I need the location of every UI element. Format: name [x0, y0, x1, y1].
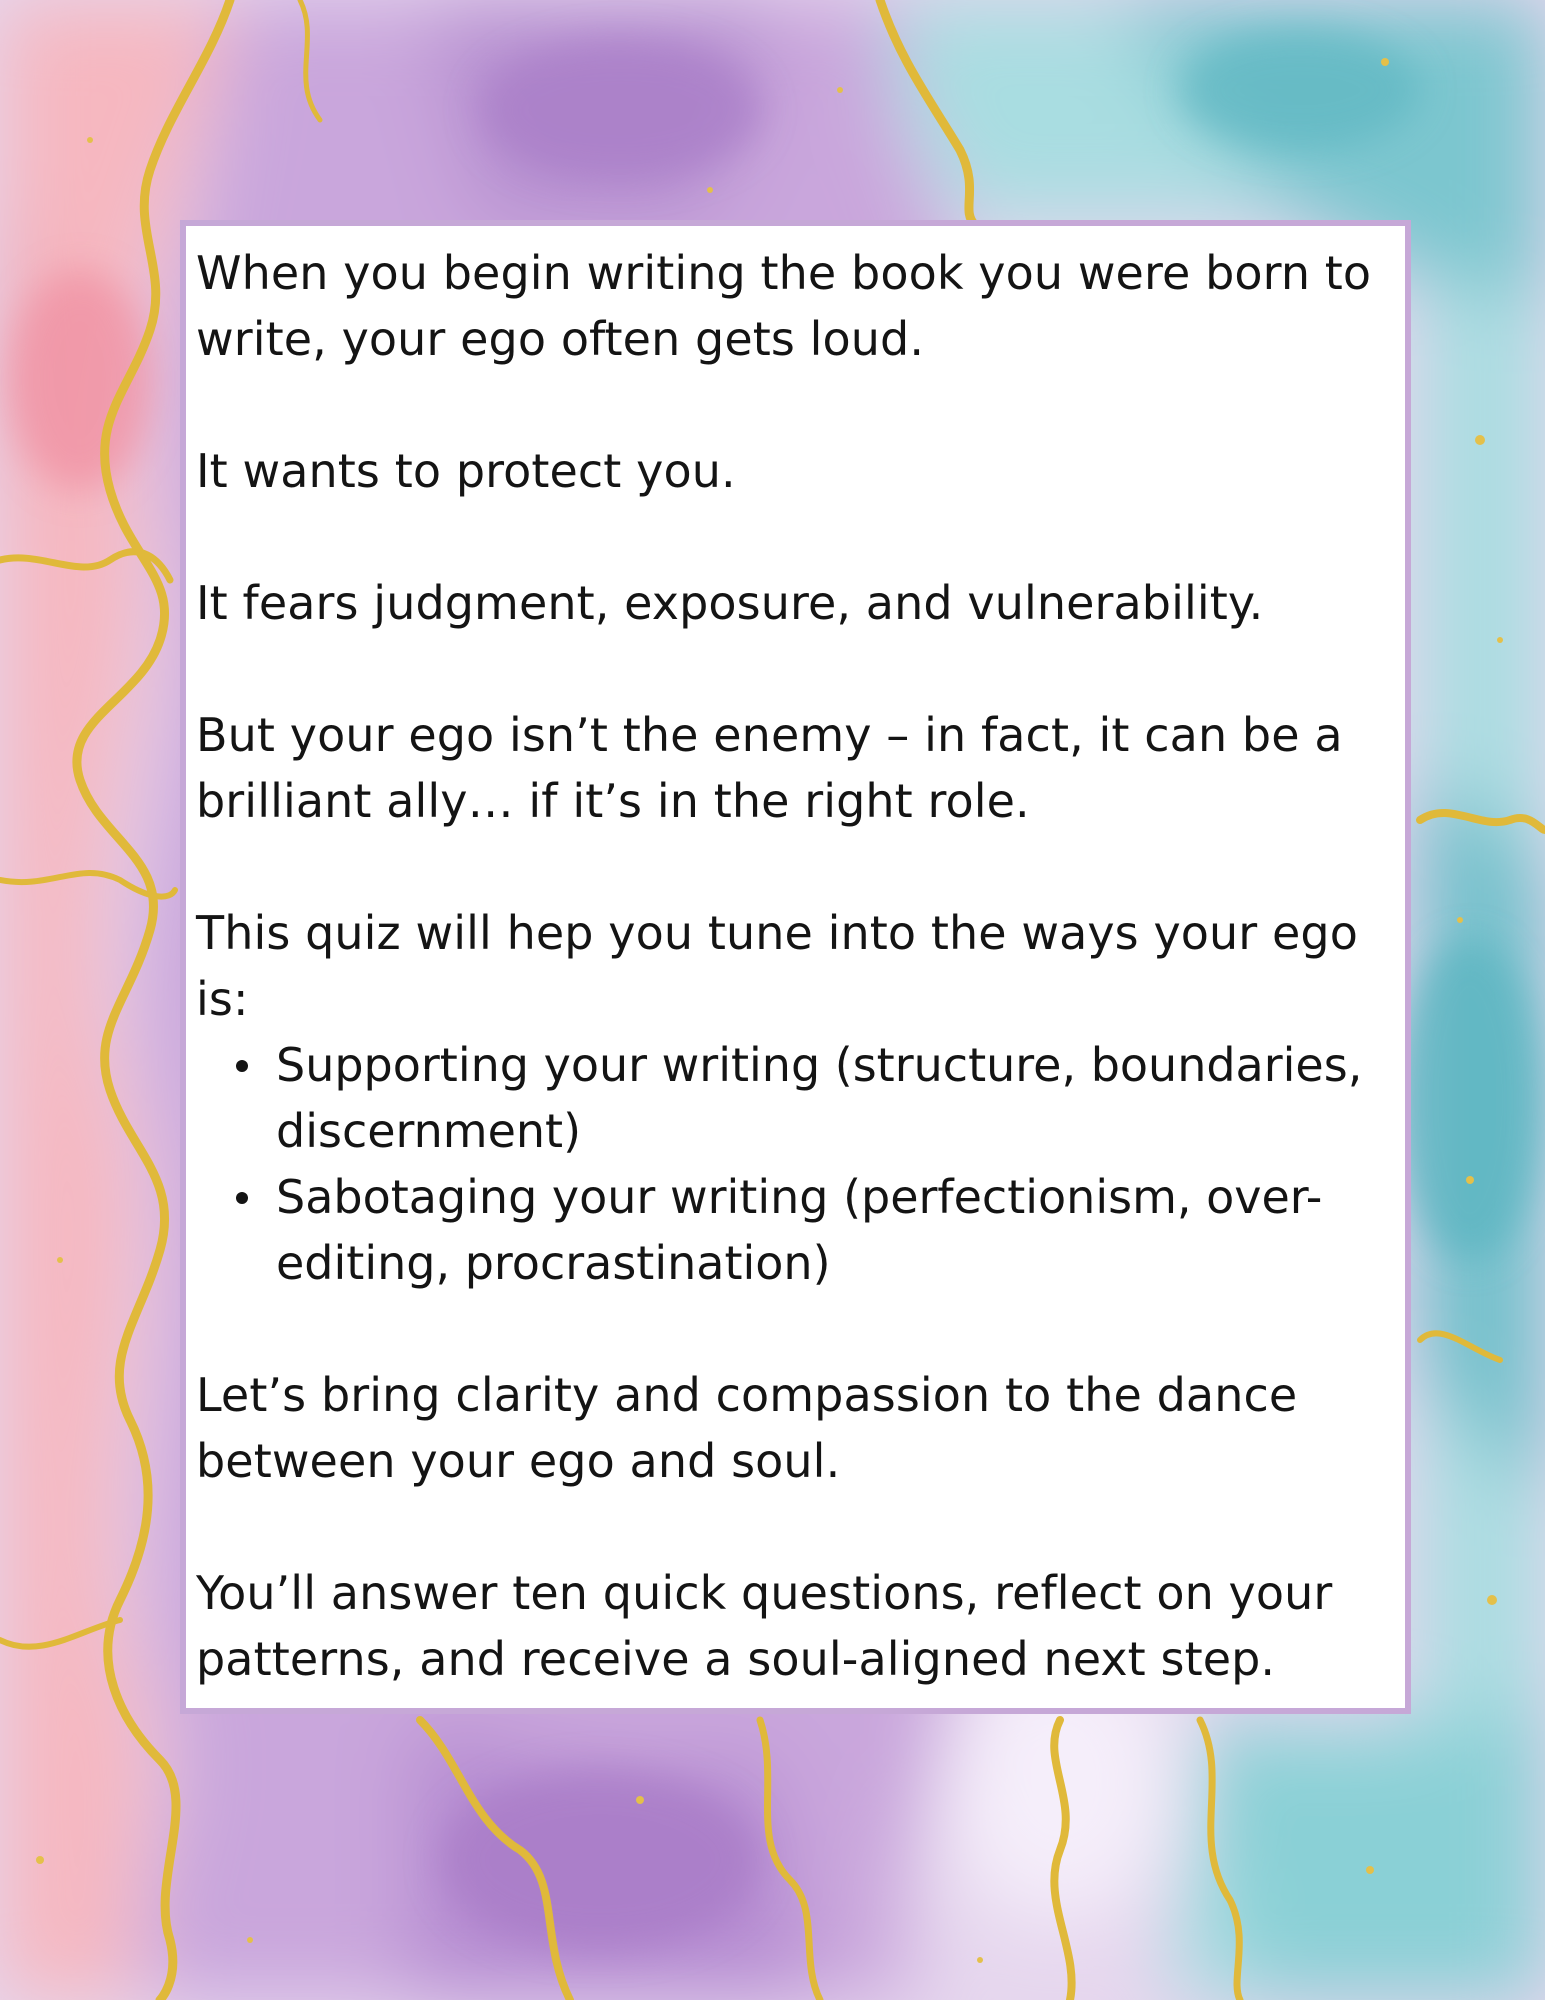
intro-paragraph-2: It wants to protect you.	[196, 444, 736, 498]
intro-paragraph-4: But your ego isn’t the enemy – in fact, it can be a brilliant ally… if it’s in the right role.	[196, 708, 1343, 828]
list-item-text: Supporting your writing (structure, boundaries, discernment)	[276, 1038, 1363, 1158]
intro-paragraph-6: Let’s bring clarity and compassion to the dance between your ego and soul.	[196, 1368, 1298, 1488]
ego-roles-list	[196, 1032, 1393, 1296]
list-item	[196, 1164, 1393, 1296]
bullet-icon	[236, 1192, 248, 1204]
intro-card	[180, 220, 1411, 1714]
paragraph-spacer	[196, 1296, 1393, 1362]
paragraph-spacer	[196, 504, 1393, 570]
paragraph-spacer	[196, 1494, 1393, 1560]
intro-paragraph-1: When you begin writing the book you were born to write, your ego often gets loud.	[196, 246, 1372, 366]
list-item	[196, 1032, 1393, 1164]
paragraph-spacer	[196, 636, 1393, 702]
intro-paragraph-5: This quiz will hep you tune into the ways your ego is:	[196, 906, 1358, 1026]
list-item-text: Sabotaging your writing (perfectionism, over-editing, procrastination)	[276, 1170, 1323, 1290]
intro-paragraph-7: You’ll answer ten quick questions, reflect on your patterns, and receive a soul-aligned next step.	[196, 1566, 1333, 1686]
paragraph-spacer	[196, 834, 1393, 900]
bullet-icon	[236, 1060, 248, 1072]
paragraph-spacer	[196, 372, 1393, 438]
intro-paragraph-3: It fears judgment, exposure, and vulnerability.	[196, 576, 1264, 630]
